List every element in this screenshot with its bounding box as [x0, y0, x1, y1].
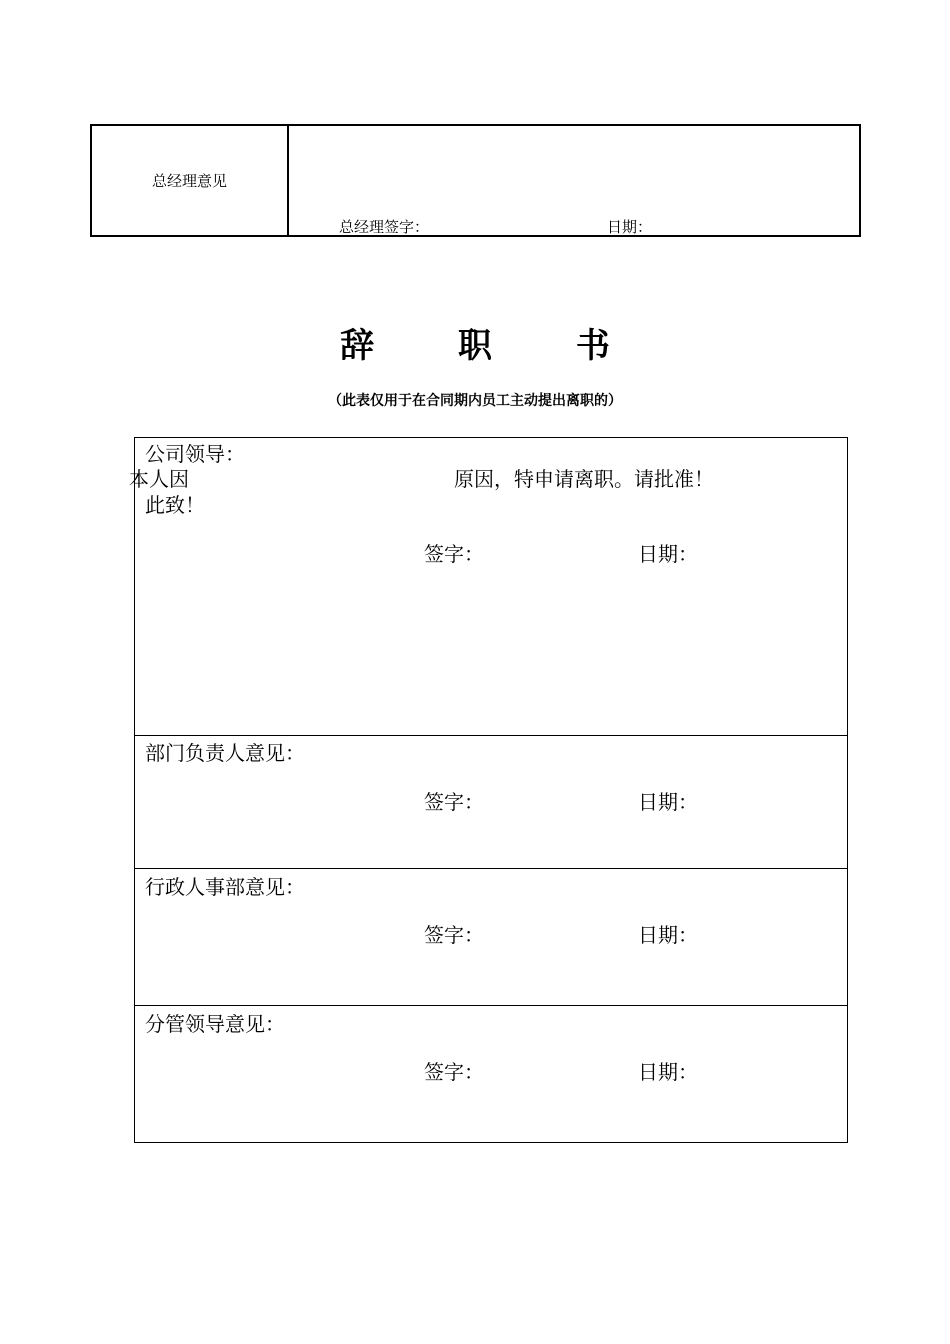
leader-date-label: 日期： [638, 1060, 698, 1084]
dept-opinion-section[interactable] [135, 735, 847, 869]
hr-opinion-label: 行政人事部意见： [145, 875, 305, 899]
reason-prefix: 本人因 [129, 467, 189, 491]
hr-date-label: 日期： [638, 923, 698, 947]
gm-opinion-table [90, 124, 861, 237]
gm-sign-label: 总经理签字： [339, 218, 430, 236]
application-section[interactable] [129, 438, 847, 735]
leader-sign-label: 签字： [424, 1060, 484, 1084]
gm-date-label: 日期： [607, 218, 653, 236]
dept-date-label: 日期： [638, 790, 698, 814]
reason-suffix: 原因，特申请离职。请批准！ [454, 467, 714, 491]
dept-sign-label: 签字： [424, 790, 484, 814]
salutation: 公司领导： [145, 442, 245, 466]
dept-opinion-label: 部门负责人意见： [145, 741, 305, 765]
page-subtitle: （此表仅用于在合同期内员工主动提出离职的） [328, 393, 622, 409]
page-title: 辞 职 书 [340, 326, 646, 366]
gm-opinion-label: 总经理意见 [92, 126, 289, 235]
applicant-sign-label: 签字： [424, 542, 484, 566]
closing-text: 此致！ [145, 493, 205, 517]
gm-opinion-field[interactable] [289, 126, 859, 235]
hr-opinion-section[interactable] [135, 868, 847, 1006]
leader-opinion-section[interactable] [135, 1005, 847, 1143]
leader-opinion-label: 分管领导意见： [145, 1012, 285, 1036]
resignation-form [129, 437, 848, 1143]
applicant-date-label: 日期： [638, 542, 698, 566]
hr-sign-label: 签字： [424, 923, 484, 947]
